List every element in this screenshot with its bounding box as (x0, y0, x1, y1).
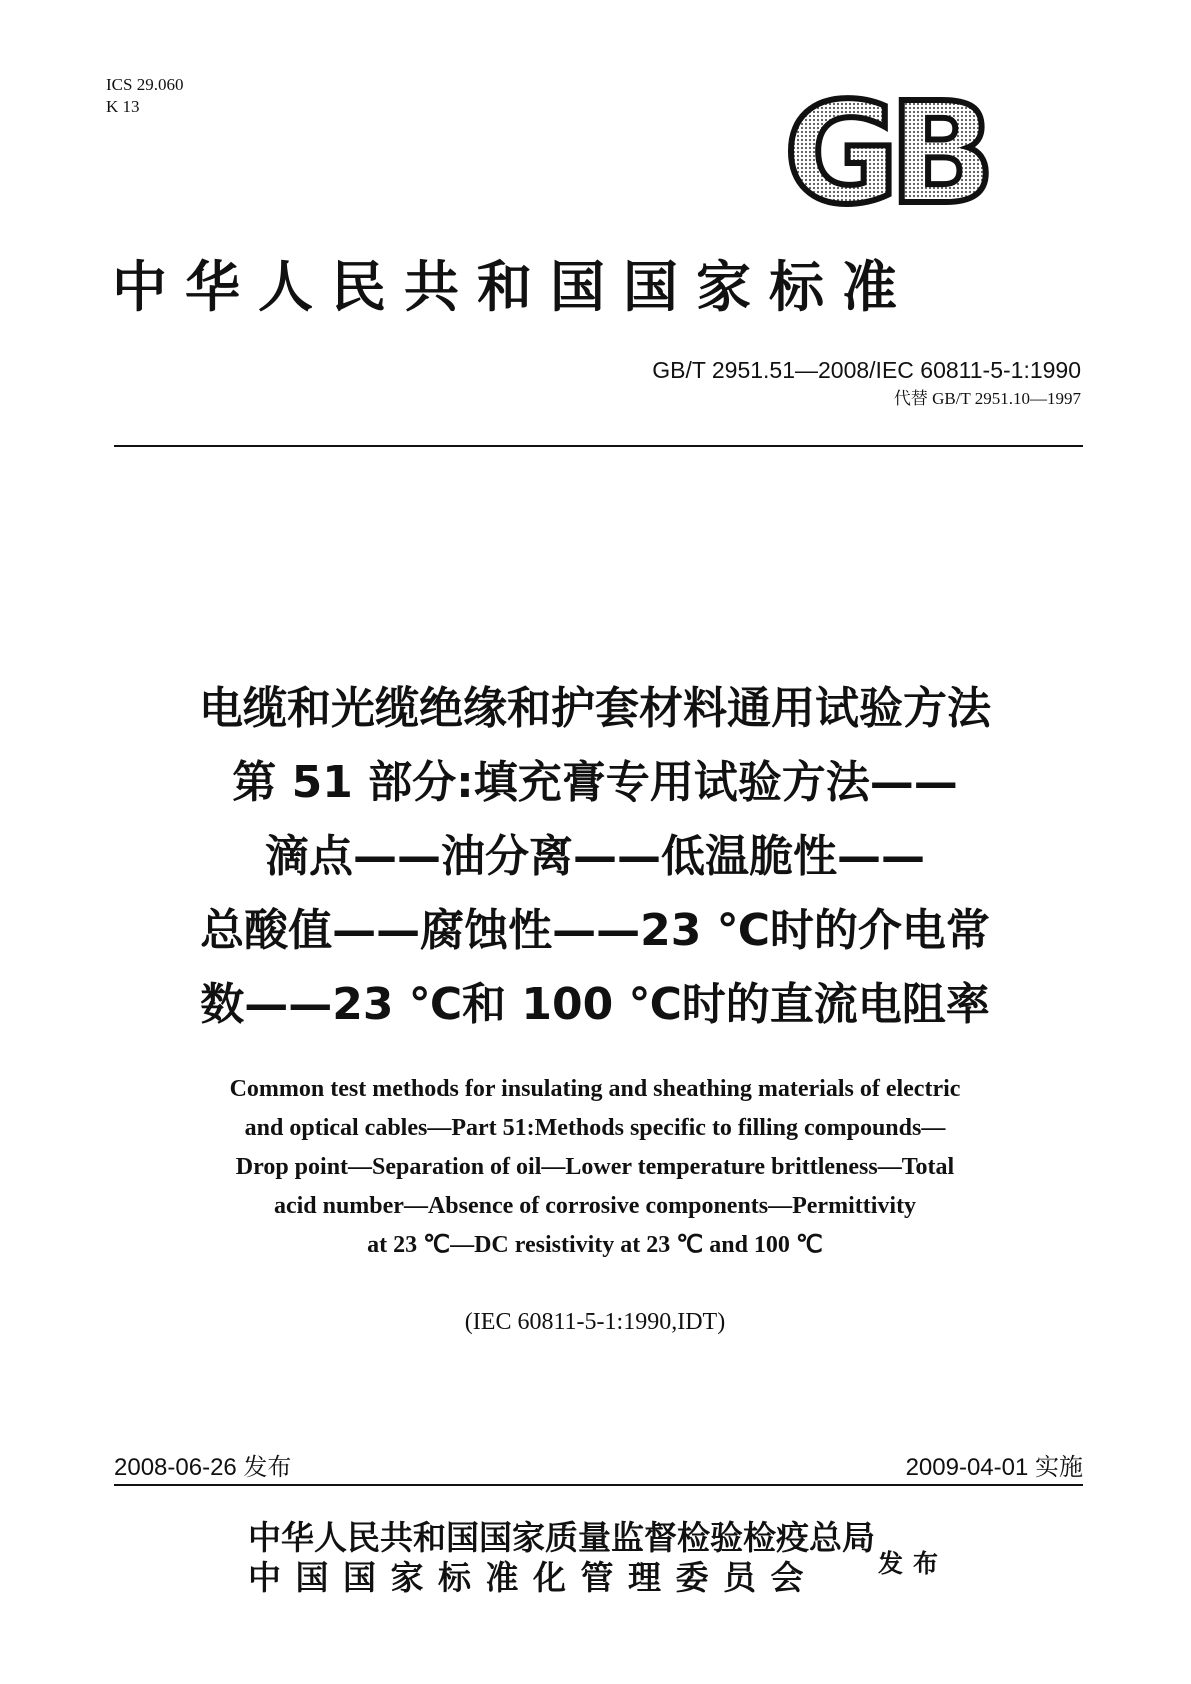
english-title (95, 1070, 1095, 1265)
bottom-divider (114, 1484, 1083, 1486)
english-title-line: at 23 ℃—DC resistivity at 23 ℃ and 100 ℃ (367, 1232, 823, 1258)
issuing-authorities (248, 1518, 875, 1598)
publish-date: 2008-06-26 发布 (114, 1454, 292, 1481)
english-title-line: acid number—Absence of corrosive components—Permittivity (273, 1193, 917, 1219)
standard-number: GB/T 2951.51—2008/IEC 60811-5-1:1990 (652, 357, 1081, 383)
ics-classification (106, 74, 183, 118)
issuer-line-1: 中华人民共和国国家质量监督检验检疫总局 (248, 1518, 875, 1557)
english-title-line: and optical cables—Part 51:Methods specific to filling compounds— (244, 1115, 946, 1141)
english-title-line: Drop point—Separation of oil—Lower temperature brittleness—Total (235, 1154, 955, 1180)
replaces-standard: 代替 GB/T 2951.10—1997 (893, 389, 1081, 408)
chinese-title-line: 数——23 ℃和 100 ℃时的直流电阻率 (200, 979, 990, 1030)
gb-logo (784, 90, 1018, 216)
chinese-title-line: 第 51 部分:填充膏专用试验方法—— (232, 757, 958, 808)
chinese-title-line: 电缆和光缆绝缘和护套材料通用试验方法 (199, 683, 991, 734)
ics-code: ICS 29.060 (106, 75, 184, 94)
issue-label: 发布 (878, 1549, 949, 1578)
chinese-title-line: 滴点——油分离——低温脆性—— (265, 831, 925, 882)
national-standard-heading: 中华人民共和国国家标准 (112, 255, 916, 319)
chinese-title-line: 总酸值——腐蚀性——23 ℃时的介电常 (200, 905, 990, 956)
english-title-line: Common test methods for insulating and sheathing materials of electric (229, 1076, 961, 1102)
chinese-title (95, 672, 1095, 1042)
implementation-date: 2009-04-01 实施 (905, 1454, 1083, 1481)
svg-text:GB: GB (784, 90, 986, 216)
issuer-line-2: 中国国家标准化管理委员会 (248, 1558, 818, 1597)
top-divider (114, 445, 1083, 447)
equivalence-statement: (IEC 60811-5-1:1990,IDT) (464, 1309, 726, 1335)
ccs-code: K 13 (106, 97, 140, 116)
